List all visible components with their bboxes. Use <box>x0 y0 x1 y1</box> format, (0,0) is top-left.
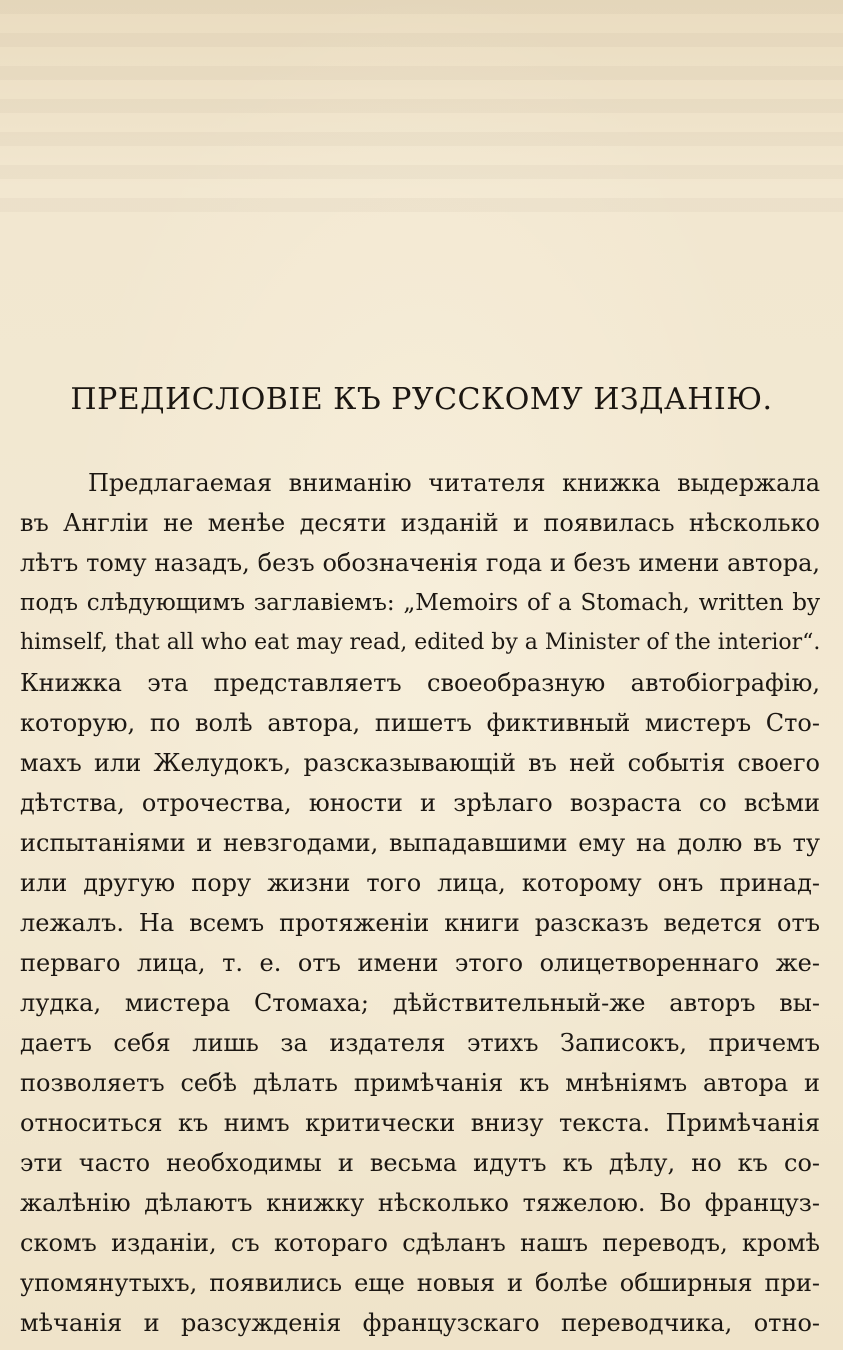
text-line: упомянутыхъ, появились еще новыя и болѣе обширныя при- <box>20 1269 820 1297</box>
text-line: въ Англіи не менѣе десяти изданій и появилась нѣсколько <box>20 509 820 537</box>
text-line: Предлагаемая вниманію читателя книжка выдержала <box>88 469 820 497</box>
text-line: лѣтъ тому назадъ, безъ обозначенія года и безъ имени автора, <box>20 549 820 577</box>
text-line: эти часто необходимы и весьма идутъ къ дѣлу, но къ со- <box>20 1149 820 1177</box>
text-line: относиться къ нимъ критически внизу текста. Примѣчанія <box>20 1109 820 1137</box>
text-line: испытаніями и невзгодами, выпадавшими ему на долю въ ту <box>20 829 820 857</box>
text-line: скомъ изданіи, съ котораго сдѣланъ нашъ переводъ, кромѣ <box>20 1229 820 1257</box>
text-line: или другую пору жизни того лица, которому онъ принад- <box>20 869 820 897</box>
text-line: даетъ себя лишь за издателя этихъ Записокъ, причемъ <box>20 1029 820 1057</box>
text-line: жалѣнію дѣлаютъ книжку нѣсколько тяжелою. Во француз- <box>20 1189 820 1217</box>
text-line: Книжка эта представляетъ своеобразную автобіографію, <box>20 669 820 697</box>
text-line: himself, that all who eat may read, edited by a Minister of the interior“. <box>20 630 820 655</box>
bleed-through-texture <box>0 0 843 230</box>
text-line: подъ слѣдующимъ заглавіемъ: „Memoirs of a Stomach, written by <box>20 590 820 616</box>
text-line: перваго лица, т. е. отъ имени этого олицетвореннаго же- <box>20 949 820 977</box>
text-line: которую, по волѣ автора, пишетъ фиктивный мистеръ Сто- <box>20 709 820 737</box>
text-line: дѣтства, отрочества, юности и зрѣлаго возраста со всѣми <box>20 789 820 817</box>
text-line: мѣчанія и разсужденія французскаго переводчика, отно- <box>20 1309 820 1337</box>
text-line: лежалъ. На всемъ протяженіи книги разсказъ ведется отъ <box>20 909 820 937</box>
text-line: позволяетъ себѣ дѣлать примѣчанія къ мнѣніямъ автора и <box>20 1069 820 1097</box>
preface-body <box>20 463 820 1343</box>
text-line: лудка, мистера Стомаха; дѣйствительный-же авторъ вы- <box>20 989 820 1017</box>
text-line: махъ или Желудокъ, разсказывающій въ ней событія своего <box>20 749 820 777</box>
page-title: ПРЕДИСЛОВІЕ КЪ РУССКОМУ ИЗДАНІЮ. <box>70 382 773 417</box>
